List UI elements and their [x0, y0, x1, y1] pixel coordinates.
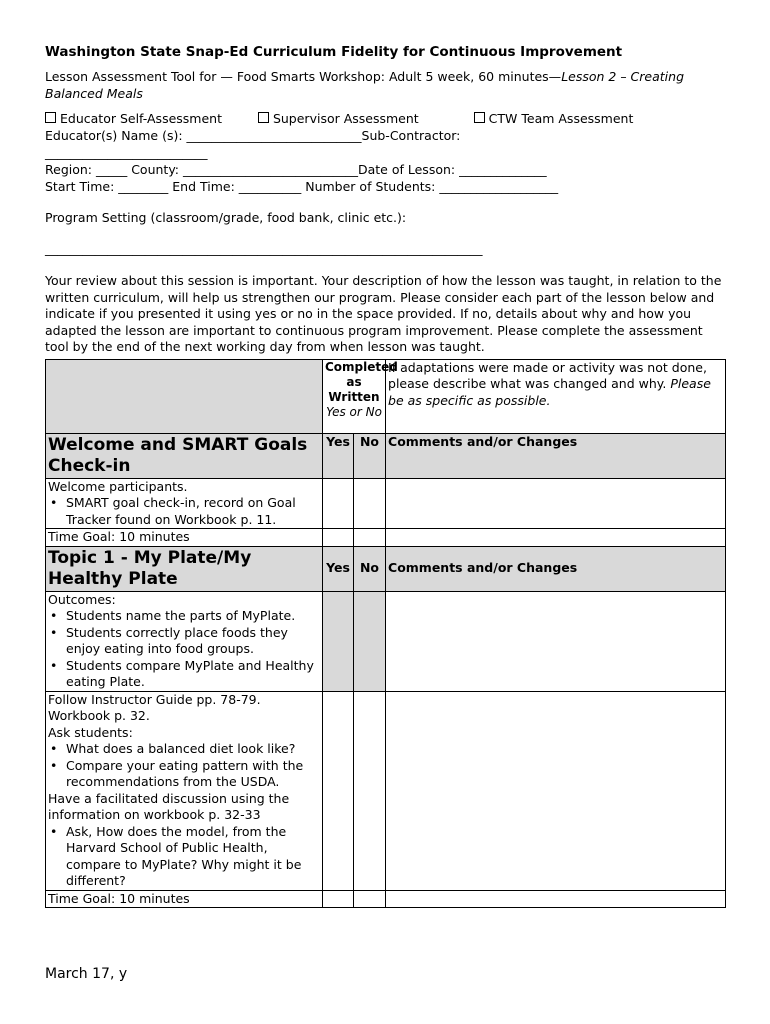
- comments-header: Comments and/or Changes: [386, 546, 726, 591]
- outcomes-cell: Outcomes: • Students name the parts of MyPlate. • Students correctly place foods they enjoy eating into food groups. • Students compare MyPlate and Healthy eating Plate.: [46, 591, 323, 691]
- table-row: [46, 890, 726, 908]
- list-item: • Students compare MyPlate and Healthy eating Plate.: [66, 658, 320, 691]
- no-header: No: [354, 433, 386, 478]
- no-cell-disabled: [354, 591, 386, 691]
- yes-cell[interactable]: [323, 529, 354, 547]
- no-cell[interactable]: [354, 890, 386, 908]
- list-item: • SMART goal check-in, record on Goal Tracker found on Workbook p. 11.: [66, 495, 320, 528]
- intro-paragraph: Your review about this session is important. Your description of how the lesson was taught, in relation to the written curriculum, will help us strengthen our program. Please consider each part of the lesson below and indicate if you presented it using yes or no in the space provided. If no, details about why and how you adapted the lesson are important to continuous program improvement. Please complete the assessment tool by the end of the next working day from when lesson was taught.: [45, 273, 722, 354]
- bullet-list: [48, 824, 320, 890]
- section-title: Welcome and SMART Goals Check-in: [46, 433, 323, 478]
- no-cell[interactable]: [354, 691, 386, 890]
- program-setting-blank[interactable]: ______________________________________________________________________: [45, 241, 483, 256]
- table-row: [46, 529, 726, 547]
- no-cell[interactable]: [354, 478, 386, 529]
- comments-cell[interactable]: [386, 591, 726, 691]
- bullet-list: [48, 608, 320, 691]
- yes-header: Yes: [323, 433, 354, 478]
- header-blank-cell: [46, 359, 323, 433]
- no-cell[interactable]: [354, 529, 386, 547]
- section-header-row: [46, 433, 726, 478]
- section-title: Topic 1 - My Plate/My Healthy Plate: [46, 546, 323, 591]
- yes-cell[interactable]: [323, 890, 354, 908]
- table-row: [46, 478, 726, 529]
- yes-cell[interactable]: [323, 691, 354, 890]
- time-students-field[interactable]: Start Time: ________ End Time: __________ Number of Students: ___________________: [45, 179, 559, 194]
- lesson-subtitle: Lesson Assessment Tool for — Food Smarts Workshop: Adult 5 week, 60 minutes—Lesson 2 – Creating Balanced Meals: [45, 69, 685, 101]
- checkbox-icon[interactable]: [258, 112, 269, 123]
- list-item: • Ask, How does the model, from the Harvard School of Public Health, compare to MyPlate? Why might it be different?: [66, 824, 320, 890]
- comments-cell[interactable]: [386, 478, 726, 529]
- yes-cell-disabled: [323, 591, 354, 691]
- table-header-row: [46, 359, 726, 433]
- checkbox-icon[interactable]: [45, 112, 56, 123]
- list-item: • What does a balanced diet look like?: [66, 741, 320, 758]
- section-header-row: [46, 546, 726, 591]
- time-goal: Time Goal: 10 minutes: [46, 890, 323, 908]
- adaptations-header: If adaptations were made or activity was not done, please describe what was changed and why. Please be as specific as possible.: [386, 359, 726, 433]
- region-county-date-field[interactable]: Region: _____ County: ____________________________Date of Lesson: ______________: [45, 162, 547, 177]
- time-goal: Time Goal: 10 minutes: [46, 529, 323, 547]
- yes-header: Yes: [323, 546, 354, 591]
- list-item: • Compare your eating pattern with the recommendations from the USDA.: [66, 758, 320, 791]
- ctw-team-assessment-option[interactable]: CTW Team Assessment: [474, 111, 634, 126]
- bullet-list: [48, 495, 320, 528]
- table-row: [46, 691, 726, 890]
- supervisor-assessment-option[interactable]: Supervisor Assessment: [258, 111, 419, 126]
- completed-as-written-header: Completed as Written Yes or No: [323, 359, 386, 433]
- sub-contractor-blank[interactable]: __________________________: [45, 145, 208, 160]
- no-header: No: [354, 546, 386, 591]
- comments-header: Comments and/or Changes: [386, 433, 726, 478]
- comments-cell[interactable]: [386, 691, 726, 890]
- comments-cell[interactable]: [386, 529, 726, 547]
- page-footer-date: March 17, y: [45, 966, 128, 982]
- list-item: • Students name the parts of MyPlate.: [66, 608, 320, 625]
- assessment-table: [45, 359, 726, 909]
- educator-name-field[interactable]: Educator(s) Name (s): ____________________________Sub-Contractor:: [45, 128, 461, 143]
- activity-cell: Follow Instructor Guide pp. 78-79. Workbook p. 32. Ask students: • What does a balanced diet look like? • Compare your eating pattern with the recommendations from the USDA. Have a facilitated discussion using the information on workbook p. 32-33 • Ask, How does the model, from the Harvard School of Public Health, compare to MyPlate? Why might it be different?: [46, 691, 323, 890]
- table-row: [46, 591, 726, 691]
- program-setting-label: Program Setting (classroom/grade, food bank, clinic etc.):: [45, 210, 407, 225]
- bullet-list: [48, 741, 320, 791]
- comments-cell[interactable]: [386, 890, 726, 908]
- list-item: • Students correctly place foods they enjoy eating into food groups.: [66, 625, 320, 658]
- document-title: Washington State Snap-Ed Curriculum Fidelity for Continuous Improvement: [45, 44, 623, 60]
- activity-cell: Welcome participants. • SMART goal check-in, record on Goal Tracker found on Workbook p. 11.: [46, 478, 323, 529]
- document-page: [45, 44, 725, 908]
- educator-self-assessment-option[interactable]: Educator Self-Assessment: [45, 111, 222, 126]
- yes-cell[interactable]: [323, 478, 354, 529]
- assessment-type-row: [45, 110, 725, 127]
- checkbox-icon[interactable]: [474, 112, 485, 123]
